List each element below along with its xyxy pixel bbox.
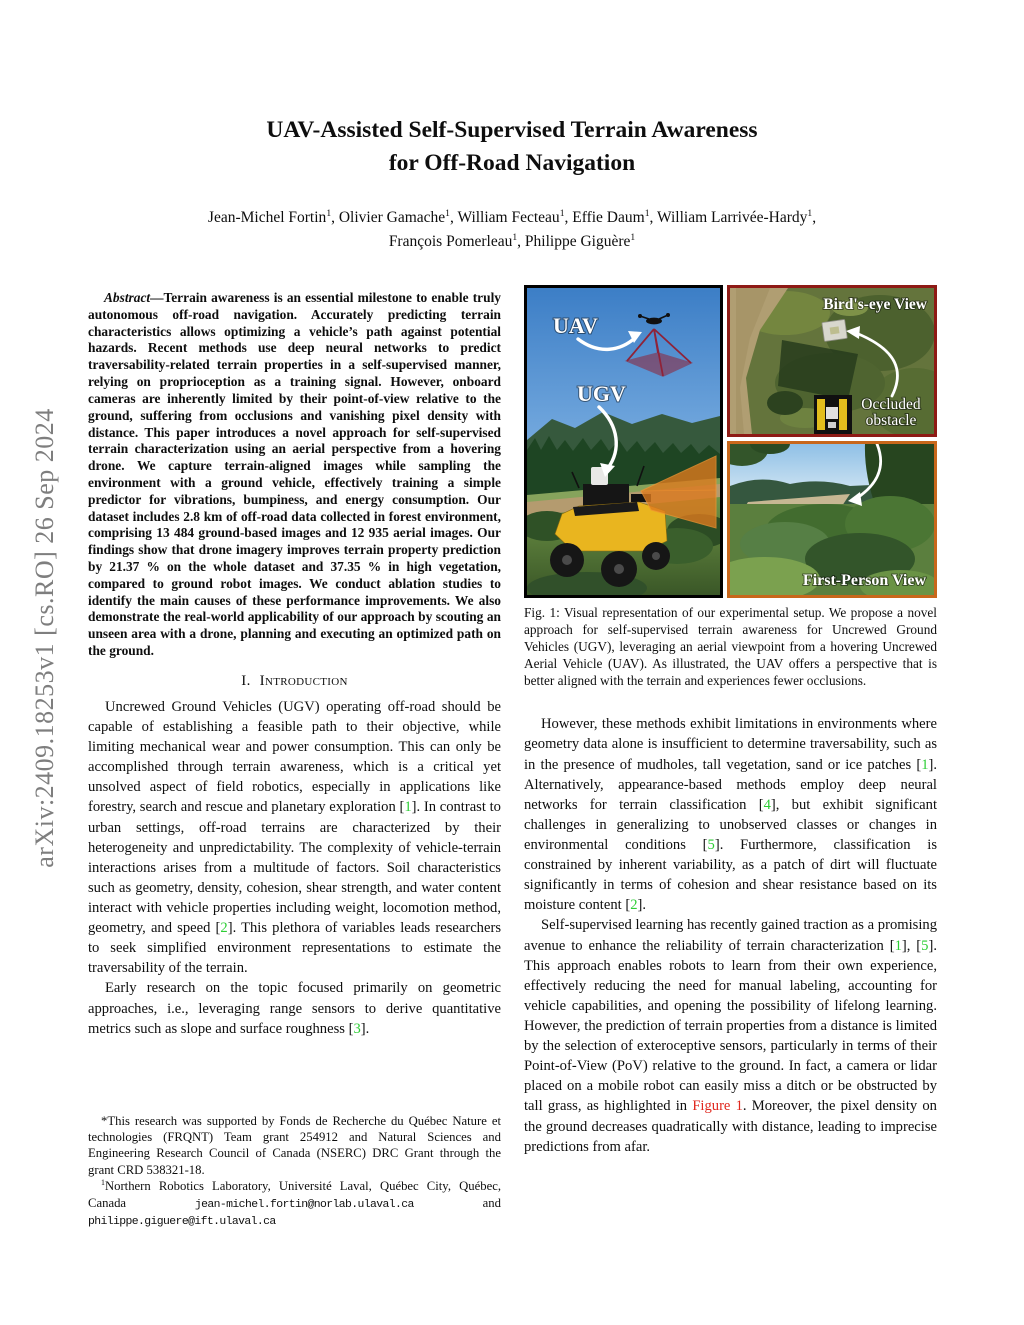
text-run: , William Larrivée-Hardy bbox=[649, 209, 808, 226]
citation-link[interactable]: 5 bbox=[707, 837, 715, 854]
ugv-label: UGV bbox=[577, 381, 626, 406]
birdseye-view-label: Bird's-eye View bbox=[823, 296, 927, 313]
text-run: ], [ bbox=[901, 937, 922, 954]
occluded-obstacle-label-line1: Occluded bbox=[861, 396, 921, 413]
ugv-topview-illustration bbox=[814, 395, 852, 434]
text-run: ], but exhibit significant challenges in generalizing to unobserved classes or changes in environmental conditions [ bbox=[524, 796, 938, 854]
text-run: , bbox=[812, 209, 817, 226]
figure1-birdseye-photo bbox=[727, 285, 937, 437]
text-run: . Moreover, the pixel density on the ground decreases quadratically with distance, leading to imprecise predictions from afar. bbox=[524, 1098, 937, 1155]
text-run: However, these methods exhibit limitations in environments where geometry data alone is insufficient to determine traversability, such as in the presence of mudholes, tall vegetation, sand or ice patches [ bbox=[524, 716, 937, 773]
text-run: ]. This approach enables robots to learn from their own experience, effectively reducing the need for manual labeling, accounting for vehicle capabilities, and opening the possibility of lifelong learning. However, the prediction of terrain properties from a distance is limited by the selection of exteroceptive sensors, particularly in terms of their Point-of-View (PoV) relative to the ground. In fact, a camera or lidar placed on a mobile robot can easily miss a ditch or be obstructed by tall grass, as highlighted in bbox=[524, 937, 937, 1115]
figure-1 bbox=[524, 285, 937, 598]
citation-link[interactable]: 2 bbox=[220, 920, 228, 937]
superscript-marker: 1 bbox=[326, 207, 332, 219]
italic-text: Abstract bbox=[104, 290, 151, 305]
figure-1-caption bbox=[524, 605, 937, 689]
citation-link[interactable]: 2 bbox=[630, 897, 638, 914]
superscript-marker: 1 bbox=[559, 207, 565, 219]
section-heading-introduction: I. Introduction bbox=[241, 672, 348, 689]
citation-link[interactable]: 3 bbox=[353, 1020, 361, 1037]
text-run: —Terrain awareness is an essential milestone to enable truly autonomous off-road navigation. Accurately predicting terrain characteristics allows optimizing a vehicle’s path against potential hazards. Recent methods use deep neural networks to predict traversability-related terrain properties in a self-supervised manner, relying on proprioception as a training signal. However, onboard cameras are inherently limited by their point-of-view relative to the ground, suffering from occlusions and vanishing pixel density with distance. This paper introduces a novel approach for self-supervised terrain characterization using an aerial perspective from a hovering drone. We capture terrain-aligned images while sampling the environment with a ground vehicle, effectively training a simple predictor for vibrations, bumpiness, and energy consumption. Our dataset includes 2.8 km of off-road data collected in forest environment, comprising 13 484 ground-based images and 12 935 aerial images. Our findings show that drone imagery improves terrain property prediction by 21.37 % on the whole dataset and 37.35 % in high vegetation, compared to ground robot images. We conduct ablation studies to identify the main causes of these performance improvements. We also demonstrate the real-world applicability of our approach by scouting an unseen area with a drone, planning and executing an optimized path on the ground. bbox=[88, 290, 501, 659]
text-run: *This research was supported by Fonds de Recherche du Québec Nature et technologies (FRQNT) Team grant 254912 and Natural Sciences and Engineering Research Council of Canada (NSERC) DRC Grant through the grant CRD 538321-18. bbox=[88, 1113, 501, 1177]
figure1-fpv-photo bbox=[727, 441, 937, 598]
arxiv-watermark: arXiv:2409.18253v1 [cs.RO] 26 Sep 2024 bbox=[30, 408, 59, 868]
text-run: François Pomerleau bbox=[388, 233, 513, 251]
text-run: ]. In contrast to urban settings, off-road terrains are characterized by their heterogeneity and unpredictability. The complexity of vehicle-terrain interactions arises from a multitude of factors. Soil characteristics such as geometry, density, cohesion, shear strength, and water content interact with vehicle properties including weight, locomotion method, geometry, and speed [ bbox=[88, 799, 501, 937]
text-run: ]. bbox=[360, 1020, 370, 1037]
text-run: , Olivier Gamache bbox=[331, 209, 446, 226]
text-run: Self-supervised learning has recently gained traction as a promising avenue to enhance the reliability of terrain characterization [ bbox=[524, 917, 937, 954]
funding-footnote bbox=[88, 1113, 501, 1179]
ugv-scene-illustration bbox=[527, 288, 720, 595]
text-run: ]. Furthermore, classification is constrained by inherent variability, as a patch of dirt will fluctuate significantly in terms of cohesion and shear resistance based on its moisture content [ bbox=[524, 837, 938, 914]
superscript-marker: 1 bbox=[644, 207, 650, 219]
text-run: and bbox=[413, 1195, 501, 1210]
fpv-scene-illustration bbox=[730, 444, 934, 595]
text-run: Jean-Michel Fortin bbox=[207, 209, 327, 226]
author-list bbox=[50, 206, 974, 254]
citation-link[interactable]: 1 bbox=[921, 756, 929, 773]
birdseye-scene-illustration bbox=[730, 288, 934, 434]
citation-link[interactable]: 4 bbox=[763, 796, 771, 813]
text-run: , Effie Daum bbox=[564, 209, 645, 226]
affiliation-footnote bbox=[88, 1178, 501, 1230]
body-paragraph-1 bbox=[524, 714, 937, 915]
email-link[interactable]: philippe.giguere@ift.ulaval.ca bbox=[88, 1215, 276, 1229]
text-run: ]. This plethora of variables leads researchers to seek simplified environment representations to estimate the traversability of the terrain. bbox=[88, 920, 501, 977]
occluded-obstacle-label-line2: obstacle bbox=[865, 412, 917, 429]
superscript-marker: 1 bbox=[512, 231, 518, 243]
intro-paragraph-2 bbox=[88, 978, 501, 1038]
text-run: Early research on the topic focused primarily on geometric approaches, i.e., leveraging range sensors to derive quantitative metrics such as slope and surface roughness [ bbox=[88, 980, 501, 1037]
uav-label: UAV bbox=[553, 313, 598, 338]
text-run: ]. Alternatively, appearance-based methods employ deep neural networks for terrain classification [ bbox=[524, 756, 937, 813]
left-column bbox=[88, 290, 501, 1232]
occluded-obstacle-box bbox=[822, 319, 847, 341]
paper-title-line1: UAV-Assisted Self-Supervised Terrain Awareness bbox=[266, 117, 758, 143]
paper-title-line2: for Off-Road Navigation bbox=[388, 150, 636, 177]
text-run: , Philippe Giguère bbox=[517, 233, 631, 251]
citation-link[interactable]: 5 bbox=[921, 937, 929, 954]
superscript-marker: 1 bbox=[445, 207, 450, 219]
intro-paragraph-1 bbox=[88, 697, 501, 979]
text-run: Uncrewed Ground Vehicles (UGV) operating off-road should be capable of establishing a feasible path to their objective, while limiting mechanical wear and power consumption. This can only be accomplished through terrain awareness, which is a critical yet unsolved aspect of field robotics, especially in applications like forestry, search and rescue and planetary exploration [ bbox=[88, 698, 501, 816]
abstract-paragraph bbox=[88, 290, 501, 660]
citation-link[interactable]: 1 bbox=[404, 799, 412, 816]
right-column bbox=[524, 285, 937, 1157]
author-line2 bbox=[50, 230, 974, 254]
email-link[interactable]: jean-michel.fortin@norlab.ulaval.ca bbox=[194, 1197, 414, 1211]
footnotes bbox=[88, 1113, 501, 1230]
figure1-ugv-photo bbox=[524, 285, 723, 598]
superscript-marker: 1 bbox=[630, 231, 636, 243]
citation-link[interactable]: 1 bbox=[894, 937, 902, 954]
author-line1 bbox=[50, 206, 974, 230]
text-run: , William Fecteau bbox=[449, 209, 560, 226]
text-run: ]. bbox=[637, 897, 646, 914]
body-paragraph-2 bbox=[524, 915, 937, 1156]
text-run: Fig. 1: Visual representation of our experimental setup. We propose a novel approach for self-supervised terrain awareness for Uncrewed Ground Vehicles (UGV), leveraging an aerial viewpoint from a hovering Uncrewed Aerial Vehicle (UAV). As illustrated, the UAV offers a perspective that is better aligned with the terrain and experiences fewer occlusions. bbox=[524, 605, 937, 688]
fpv-view-label: First-Person View bbox=[802, 572, 926, 589]
superscript-marker: 1 bbox=[101, 1177, 105, 1187]
figure-reference-link[interactable]: Figure 1 bbox=[692, 1098, 743, 1115]
superscript-marker: 1 bbox=[807, 207, 813, 219]
bush bbox=[767, 391, 803, 415]
text-run: Northern Robotics Laboratory, Université Laval, Québec City, Québec, Canada bbox=[88, 1179, 501, 1210]
paper-title bbox=[90, 114, 934, 181]
